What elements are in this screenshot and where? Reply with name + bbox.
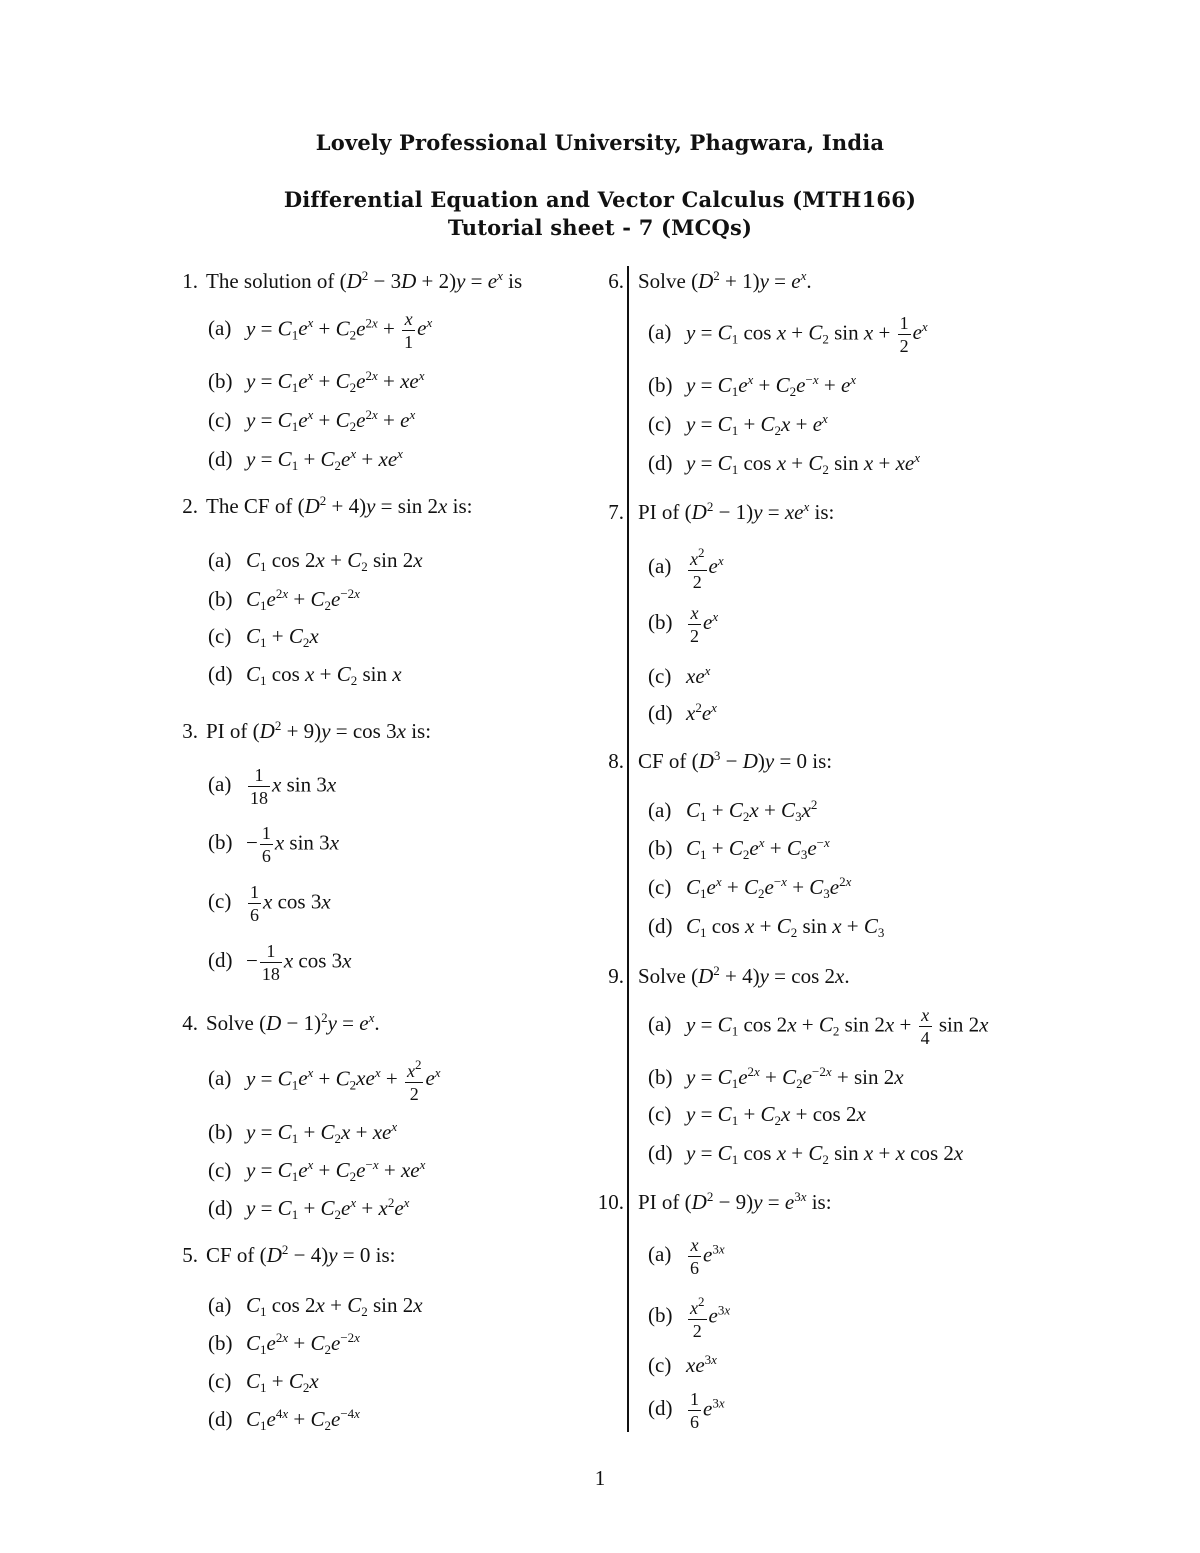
option-5b: (b) $C_1e^{2x} + C_2e^{-2x}$ xyxy=(208,1330,360,1357)
option-label: (c) xyxy=(208,1158,232,1182)
option-label: (b) xyxy=(208,1331,233,1355)
option-1b: (b) $y = C_1e^x + C_2e^{2x} + xe^x$ xyxy=(208,368,425,395)
question-10 xyxy=(596,1189,832,1215)
option-2d: (d) $C_1$ $\cos x + C_2$ sin x xyxy=(208,662,402,688)
question-text: PI of $(D^2 - 9)y = e^{3x}$ is: xyxy=(638,1189,832,1214)
option-6c: (c) $y = C_1 + C_2x + e^x$ xyxy=(648,411,828,438)
option-label: (a) xyxy=(208,772,232,797)
question-text: The solution of $(D^2 - 3D + 2)y = e^x$ is xyxy=(206,268,523,293)
option-label: (b) xyxy=(648,1065,673,1089)
question-text: CF of $(D^2 - 4)y = 0$ is: xyxy=(206,1242,396,1267)
option-label: (b) xyxy=(648,373,673,397)
option-label: (a) xyxy=(648,554,672,579)
option-10b: (b) $\frac{x^2}{2}$ $e^{3x}$ xyxy=(648,1294,731,1341)
question-number: 5. xyxy=(182,1243,198,1267)
option-8c: (c) $C_1e^x + C_2e^{-x} + C_3e^{2x}$ xyxy=(648,874,852,901)
question-number: 6. xyxy=(608,269,624,293)
question-text: Solve $(D^2 + 1)y = e^x$. xyxy=(638,268,812,293)
option-label: (b) xyxy=(648,836,673,860)
question-4 xyxy=(168,1010,380,1036)
sheet-title: Tutorial sheet - 7 (MCQs) xyxy=(447,215,753,240)
option-9b: (b) $y = C_1e^{2x} + C_2e^{-2x} + \sin 2x$ xyxy=(648,1064,904,1091)
option-label: (d) xyxy=(648,451,673,475)
option-9d: (d) $y = C_1$ $\cos x + C_2$ sin x + x cos 2x xyxy=(648,1141,964,1167)
question-1 xyxy=(168,268,522,294)
question-text: Solve $(D^2 + 4)y = \cos 2x$. xyxy=(638,963,850,988)
question-2 xyxy=(168,493,472,519)
option-label: (a) xyxy=(208,548,232,572)
option-label: (c) xyxy=(648,664,672,688)
option-3b: (b) − $\frac{1}{6}$ x sin 3x xyxy=(208,823,340,866)
option-9a: (a) $y = C_1$ $\cos 2x + C_2$ sin 2x + $\frac{x}{4}$ sin 2x xyxy=(648,1005,989,1048)
course-title: Differential Equation and Vector Calculus (MTH166) xyxy=(283,187,917,212)
option-5a: (a) $C_1$ $\cos 2x + C_2$ sin 2x xyxy=(208,1293,423,1319)
option-7a: (a) $\frac{x^2}{2}$ $e^x$ xyxy=(648,545,724,592)
option-4c: (c) $y = C_1e^x + C_2e^{-x} + xe^x$ xyxy=(208,1157,426,1184)
option-label: (c) xyxy=(648,1353,672,1377)
question-number: 4. xyxy=(182,1011,198,1035)
option-6d: (d) $y = C_1$ $\cos x + C_2$ $\sin x + xe^x$ xyxy=(648,450,920,477)
option-label: (b) xyxy=(648,610,673,635)
option-label: (a) xyxy=(208,1066,232,1091)
option-label: (b) xyxy=(648,1303,673,1328)
option-7b: (b) $\frac{x}{2}$ $e^x$ xyxy=(648,603,719,646)
option-label: (b) xyxy=(208,587,233,611)
option-8d: (d) $C_1$ $\cos x + C_2$ $\sin x + C_3$ xyxy=(648,914,885,940)
option-3a: (a) $\frac{1}{18}$ x sin 3x xyxy=(208,765,337,808)
option-3c: (c) $\frac{1}{6}$ x cos 3x xyxy=(208,882,331,925)
question-9 xyxy=(596,963,850,989)
option-5d: (d) $C_1e^{4x} + C_2e^{-4x}$ xyxy=(208,1406,360,1433)
question-3 xyxy=(168,718,431,744)
option-1d: (d) $y = C_1 + C_2e^x + xe^x$ xyxy=(208,446,403,473)
option-8a: (a) $C_1 + C_2x + C_3x^2$ xyxy=(648,797,818,824)
option-label: (c) xyxy=(208,889,232,914)
option-label: (c) xyxy=(208,624,232,648)
question-5 xyxy=(168,1242,395,1268)
option-label: (d) xyxy=(208,948,233,973)
question-text: PI of $(D^2 - 1)y = xe^x$ is: xyxy=(638,499,835,524)
question-text: CF of $(D^3 - D)y = 0$ is: xyxy=(638,748,833,773)
option-7d: (d) $x^2e^x$ xyxy=(648,700,717,725)
option-10c: (c) $xe^{3x}$ xyxy=(648,1352,717,1377)
page-number: 1 xyxy=(594,1466,606,1490)
option-label: (c) xyxy=(648,875,672,899)
question-number: 8. xyxy=(608,749,624,773)
option-8b: (b) $C_1 + C_2e^x + C_3e^{-x}$ xyxy=(648,835,830,862)
option-1c: (c) $y = C_1e^x + C_2e^{2x} + e^x$ xyxy=(208,407,416,434)
option-label: (d) xyxy=(208,1196,233,1220)
option-label: (d) xyxy=(648,1396,673,1421)
question-text: Solve $(D - 1)^2y = e^x$. xyxy=(206,1010,380,1035)
option-7c: (c) $xe^x$ xyxy=(648,663,711,688)
option-10d: (d) $\frac{1}{6}$ $e^{3x}$ xyxy=(648,1389,725,1432)
option-label: (d) xyxy=(648,701,673,725)
option-label: (b) xyxy=(208,369,233,393)
option-label: (c) xyxy=(648,412,672,436)
option-label: (d) xyxy=(208,447,233,471)
option-label: (c) xyxy=(208,408,232,432)
option-label: (a) xyxy=(208,1293,232,1317)
option-label: (a) xyxy=(648,1242,672,1267)
university-title: Lovely Professional University, Phagwara, India xyxy=(315,130,885,155)
option-label: (d) xyxy=(208,1407,233,1431)
option-6a: (a) $y = C_1$ $\cos x + C_2$ sin x + $\frac{1}{2}$ $e^x$ xyxy=(648,313,928,356)
option-4a: (a) $y = C_1e^x + C_2xe^x$ + $\frac{x^2}{2}$ $e^x$ xyxy=(208,1057,441,1104)
option-3d: (d) − $\frac{1}{18}$ x cos 3x xyxy=(208,941,352,984)
column-divider xyxy=(627,266,629,1432)
question-7 xyxy=(596,499,834,525)
question-number: 9. xyxy=(608,964,624,988)
question-number: 10. xyxy=(597,1190,624,1214)
question-number: 7. xyxy=(608,500,624,524)
option-4b: (b) $y = C_1 + C_2x + xe^x$ xyxy=(208,1119,398,1146)
option-5c: (c) $C_1 + C_2x$ xyxy=(208,1369,319,1395)
option-label: (a) xyxy=(648,320,672,345)
option-label: (d) xyxy=(208,662,233,686)
option-label: (a) xyxy=(648,1012,672,1037)
option-label: (c) xyxy=(648,1102,672,1126)
option-2b: (b) $C_1e^{2x} + C_2e^{-2x}$ xyxy=(208,586,360,613)
question-text: The CF of $(D^2 + 4)y = \sin 2x$ is: xyxy=(206,493,473,518)
option-2a: (a) $C_1$ $\cos 2x + C_2$ sin 2x xyxy=(208,548,423,574)
option-label: (c) xyxy=(208,1369,232,1393)
question-number: 1. xyxy=(182,269,198,293)
question-8 xyxy=(596,748,832,774)
option-label: (b) xyxy=(208,1120,233,1144)
option-label: (b) xyxy=(208,830,233,855)
question-6 xyxy=(596,268,812,294)
option-2c: (c) $C_1 + C_2x$ xyxy=(208,624,319,650)
option-label: (d) xyxy=(648,914,673,938)
question-number: 3. xyxy=(182,719,198,743)
question-text: PI of $(D^2 + 9)y = \cos 3x$ is: xyxy=(206,718,432,743)
option-6b: (b) $y = C_1e^x + C_2e^{-x} + e^x$ xyxy=(648,372,857,399)
option-4d: (d) $y = C_1 + C_2e^x + x^2e^x$ xyxy=(208,1195,410,1222)
option-label: (a) xyxy=(648,798,672,822)
option-10a: (a) $\frac{x}{6}$ $e^{3x}$ xyxy=(648,1235,725,1278)
option-label: (d) xyxy=(648,1141,673,1165)
option-label: (a) xyxy=(208,316,232,341)
question-number: 2. xyxy=(182,494,198,518)
option-1a: (a) $y = C_1e^x + C_2e^{2x}$ + $\frac{x}{1}$ $e^x$ xyxy=(208,309,433,352)
option-9c: (c) $y = C_1 + C_2x + \cos 2x$ xyxy=(648,1102,866,1128)
